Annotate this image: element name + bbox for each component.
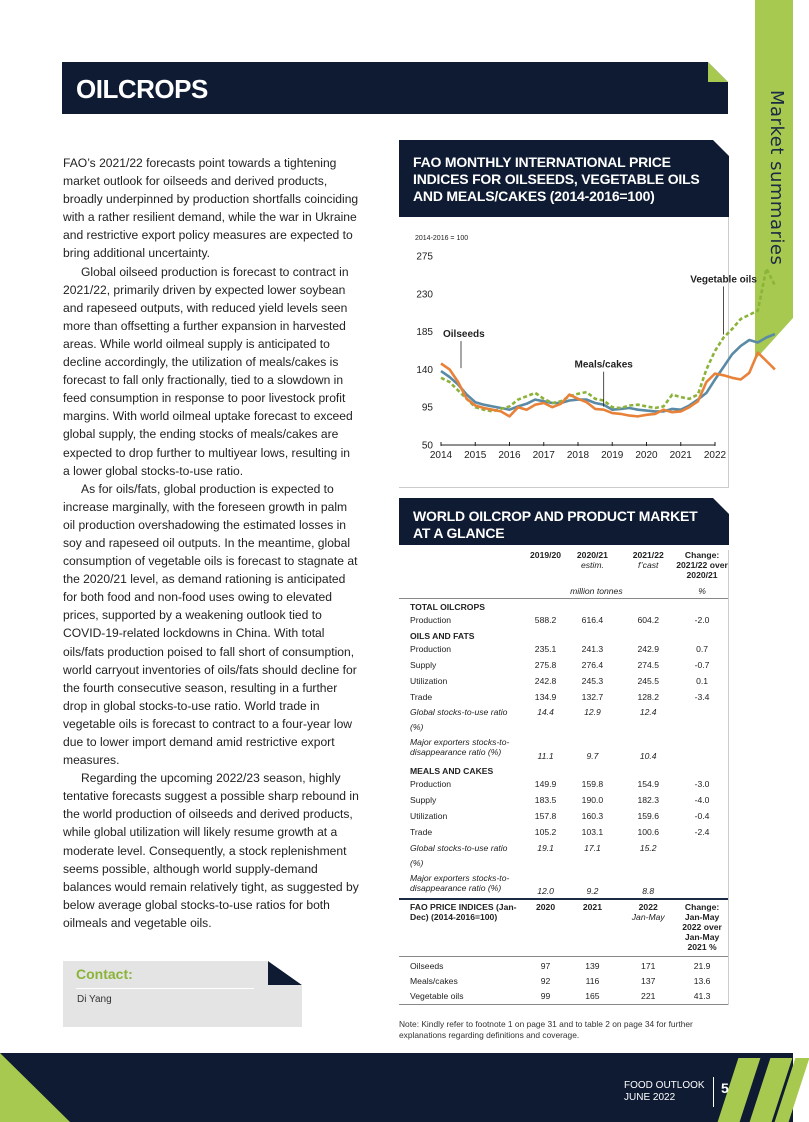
body-paragraph: Global oilseed production is forecast to contract in 2021/22, primarily driven by expected lower soybean and rapeseed outputs, with reduced yield levels seen more than offsetting a further expansion in harvested areas. While world oilmeal supply is anticipated to decline accordingly, the utilization of meals/cakes is forecast to fall only fractionally, tied to a slowdown in feed consumption in response to poor livestock profit margins. With world oilmeal uptake forecast to exceed global supply, the ending stocks of meals/cakes are expected to drop further to multiyear lows, resulting in a lower global stocks-to-use ratio. bbox=[63, 264, 353, 478]
market-table bbox=[399, 550, 728, 1005]
table-row: Oilseeds 97 139 171 21.9 bbox=[410, 960, 711, 971]
unit-label: million tonnes bbox=[517, 582, 677, 599]
body-paragraph: As for oils/fats, global production is expected to increase marginally, with the foreseen growth in palm oil production overshadowing the estimated losses in soy and rapeseed oil outputs. In the meantime, global consumption of vegetable oils is forecast to stagnate at the 2020/21 level, as demand rationing is anticipated for both food and non-food uses owing to elevated prices, supported by a weakening outlook tied to COVID-19-related lockdowns in China. With total oils/fats production poised to fall short of consumption, world carryout inventories of oils/fats should decline for the fourth consecutive season, resulting in a further drop in global stocks-to-use ratio. World trade in vegetable oils is forecast to contract to a four-year low due to lower import demand amid restrictive export measures. bbox=[63, 481, 358, 768]
column-header: 2021/22 bbox=[632, 550, 664, 560]
table-row: Major exporters stocks-to-disappearance ratio (%) 11.1 9.7 10.4 bbox=[410, 737, 657, 762]
y-tick-label: 50 bbox=[421, 440, 433, 452]
price-index-chart bbox=[399, 226, 757, 466]
section-header: TOTAL OILCROPS bbox=[410, 602, 485, 612]
y-tick-label: 140 bbox=[416, 364, 433, 376]
body-paragraph: Regarding the upcoming 2022/23 season, highly tentative forecasts suggest a possible sharp rebound in the world production of oilseeds and derived products, while global utilization will likely resume growth at a moderate level. Consequently, a stock replenishment seems possible, although world supply-demand balances would remain relatively tight, as suggested by below average global stocks-to-use ratios for both oilmeals and vegetable oils. bbox=[63, 771, 359, 930]
body-paragraph: FAO’s 2021/22 forecasts point towards a tightening market outlook for oilseeds and derived products, broadly underpinned by production shortfalls coinciding with a rather resilient demand, while the war in Ukraine and restrictive export policy measures are expected to bring additional uncertainty. bbox=[63, 156, 359, 261]
y-axis-unit-label: 2014-2016 = 100 bbox=[415, 235, 469, 242]
x-tick-label: 2021 bbox=[669, 450, 692, 461]
page-title: OILCROPS bbox=[76, 74, 208, 104]
x-tick-label: 2014 bbox=[429, 450, 453, 461]
table-note: Note: Kindly refer to footnote 1 on page 31 and to table 2 on page 34 for further explanations regarding definitions and coverage. bbox=[399, 1019, 693, 1040]
table-header-row bbox=[399, 550, 728, 582]
y-tick-label: 185 bbox=[416, 327, 433, 339]
x-tick-label: 2020 bbox=[635, 450, 658, 461]
table-row: Utilization 157.8 160.3 159.6 -0.4 bbox=[410, 811, 710, 822]
body-text bbox=[63, 154, 360, 932]
table-row: Vegetable oils 99 165 221 41.3 bbox=[399, 989, 728, 1005]
x-tick-label: 2019 bbox=[601, 450, 624, 461]
annotation-label: Vegetable oils bbox=[690, 274, 757, 286]
table-row: Global stocks-to-use ratio (%) 19.1 17.1 15.2 bbox=[410, 842, 657, 868]
unit-label-change: % bbox=[676, 582, 728, 599]
column-header: 2019/20 bbox=[530, 550, 562, 560]
y-tick-label: 275 bbox=[416, 251, 433, 263]
x-tick-label: 2016 bbox=[498, 450, 521, 461]
x-tick-label: 2018 bbox=[566, 450, 590, 461]
price-section-title: FAO PRICE INDICES (Jan-Dec) (2014-2016=100) bbox=[399, 899, 517, 957]
section-side-label: Market summaries bbox=[766, 90, 787, 266]
contact-divider bbox=[76, 988, 254, 989]
contact-title: Contact: bbox=[76, 966, 133, 982]
table-row: Major exporters stocks-to-disappearance ratio (%) 12.0 9.2 8.8 bbox=[399, 871, 728, 899]
section-header: OILS AND FATS bbox=[410, 631, 475, 642]
table-row: Global stocks-to-use ratio (%) 14.4 12.9 12.4 bbox=[410, 707, 657, 733]
unit-row bbox=[399, 582, 728, 599]
table-row: Meals/cakes 92 116 137 13.6 bbox=[410, 975, 711, 986]
annotation-label: Oilseeds bbox=[443, 329, 485, 341]
section-header: MEALS AND CAKES bbox=[410, 766, 494, 777]
page-number: 5 bbox=[721, 1080, 729, 1096]
price-header-row: FAO PRICE INDICES (Jan-Dec) (2014-2016=100) 2020 2021 2022 Jan-May Change: Jan-May 2022 over Jan-May 2021 % bbox=[399, 899, 728, 957]
footer-divider bbox=[713, 1077, 714, 1107]
x-tick-label: 2017 bbox=[532, 450, 555, 461]
table-row: Production 588.2 616.4 604.2 -2.0 bbox=[410, 614, 710, 625]
table-row: Trade 134.9 132.7 128.2 -3.4 bbox=[410, 691, 710, 702]
market-table-wrap bbox=[399, 550, 729, 1005]
footer-publication bbox=[624, 1080, 705, 1104]
y-tick-label: 230 bbox=[416, 289, 433, 301]
footer-publication-name: FOOD OUTLOOK bbox=[624, 1080, 705, 1091]
column-subheader: f’cast bbox=[638, 560, 659, 570]
table-panel-heading: WORLD OILCROP AND PRODUCT MARKET AT A GLANCE bbox=[399, 498, 729, 545]
x-tick-label: 2022 bbox=[703, 450, 727, 461]
contact-name: Di Yang bbox=[77, 994, 112, 1005]
column-header: 2020/21 bbox=[576, 550, 608, 560]
annotation-label: Meals/cakes bbox=[574, 359, 633, 371]
x-tick-label: 2015 bbox=[464, 450, 487, 461]
y-tick-label: 95 bbox=[421, 402, 433, 414]
column-subheader: estim. bbox=[580, 560, 604, 570]
table-row: Production 149.9 159.8 154.9 -3.0 bbox=[410, 779, 710, 790]
chart-panel-heading: FAO MONTHLY INTERNATIONAL PRICE INDICES FOR OILSEEDS, VEGETABLE OILS AND MEALS/CAKES (2014-2016=100) bbox=[399, 140, 729, 217]
column-subheader: Jan-May bbox=[631, 911, 665, 922]
table-row: Supply 275.8 276.4 274.5 -0.7 bbox=[410, 660, 710, 671]
table-row: Production 235.1 241.3 242.9 0.7 bbox=[410, 644, 709, 655]
table-row: Trade 105.2 103.1 100.6 -2.4 bbox=[410, 826, 710, 837]
table-row: Utilization 242.8 245.3 245.5 0.1 bbox=[410, 675, 709, 686]
table-row: Supply 183.5 190.0 182.3 -4.0 bbox=[410, 795, 710, 806]
column-header: 2022 bbox=[638, 901, 658, 912]
footer-date: JUNE 2022 bbox=[624, 1092, 676, 1103]
column-header: Change: 2021/22 over 2020/21 bbox=[676, 550, 728, 580]
series-line-oilseeds bbox=[441, 334, 775, 411]
series-line-vegetable-oils bbox=[441, 269, 775, 412]
